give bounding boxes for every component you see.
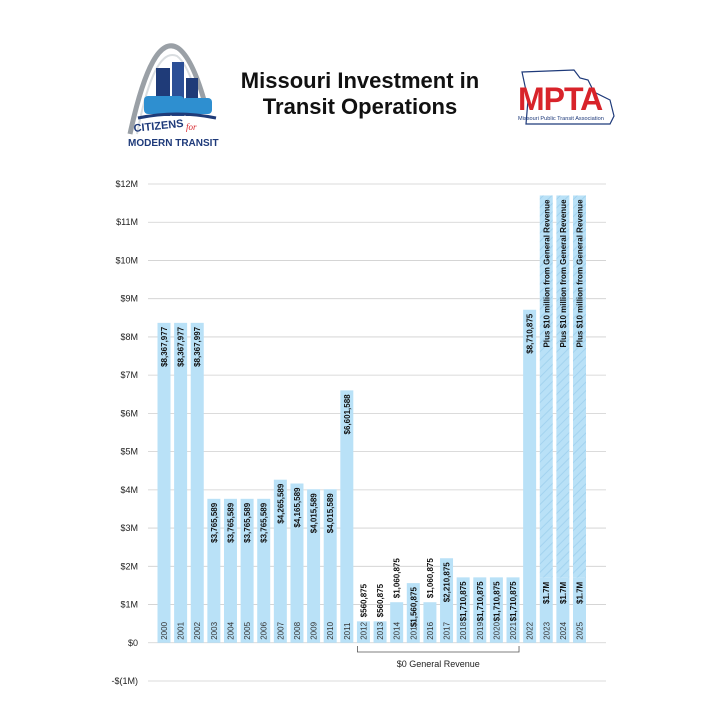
bar-2022: [523, 310, 536, 643]
bar-value-label: $4,015,589: [309, 493, 319, 534]
x-tick-label: 2017: [442, 621, 452, 640]
annotations: [357, 646, 519, 669]
y-tick-label: $1M: [120, 599, 138, 610]
mpta-name: Missouri Public Transit Association: [518, 116, 604, 122]
y-tick-label: $6M: [120, 408, 138, 419]
y-tick-label: $12M: [115, 179, 138, 189]
bar-value-label: $1,560,875: [409, 587, 419, 628]
x-tick-label: 2006: [259, 621, 269, 640]
bar-value-label: $2,210,875: [442, 562, 452, 603]
x-tick-label: 2021: [509, 621, 519, 640]
x-tick-label: 2010: [326, 621, 336, 640]
bar-value-label: $8,367,977: [160, 326, 169, 367]
x-tick-label: 2018: [459, 621, 469, 640]
bar-value-label: $8,367,977: [176, 326, 186, 367]
annotation-bracket: [357, 646, 519, 652]
bar-value-label: $1.7M: [558, 581, 568, 605]
bar-value-label: $1,060,875: [425, 558, 435, 599]
x-tick-label: 2007: [276, 621, 286, 640]
x-tick-label: 2022: [525, 621, 535, 640]
bar-value-label: $3,765,589: [259, 502, 269, 543]
bar-value-label: $8,710,875: [525, 313, 535, 354]
y-tick-label: $9M: [120, 293, 138, 304]
x-tick-label: 2023: [542, 621, 552, 640]
bar-value-label: $1,710,875: [459, 581, 469, 622]
bar-value-label: $560,875: [376, 583, 386, 618]
x-tick-label: 2003: [209, 621, 219, 640]
y-tick-label: -$(1M): [111, 676, 138, 686]
x-tick-label: 2015: [409, 621, 419, 640]
x-tick-label: 2011: [342, 622, 352, 640]
x-tick-label: 2019: [475, 621, 485, 640]
bar-2000: [158, 323, 171, 643]
bar-value-label: $1,710,875: [492, 581, 502, 622]
y-tick-label: $10M: [115, 255, 138, 266]
supplement-label: Plus $10 million from General Revenue: [558, 199, 568, 348]
bar-value-label: $8,367,997: [193, 326, 203, 367]
x-tick-label: 2008: [292, 621, 302, 640]
bar-value-label: $4,165,589: [292, 487, 302, 528]
x-tick-label: 2013: [376, 621, 386, 640]
bar-value-label: $6,601,588: [342, 394, 352, 435]
bar-value-label: $1,060,875: [392, 558, 402, 599]
bar-value-label: $3,765,589: [226, 502, 236, 543]
x-tick-label: 2000: [160, 621, 169, 640]
y-axis-ticks: [112, 179, 139, 686]
x-tick-label: 2020: [492, 621, 502, 640]
logo-left-line1: CITIZENS: [133, 117, 185, 135]
y-tick-label: $7M: [120, 370, 138, 381]
bar-2001: [174, 323, 187, 643]
bar-value-label: $4,015,589: [326, 493, 336, 534]
y-tick-label: $11M: [116, 217, 138, 228]
bar-2002: [191, 323, 204, 643]
x-tick-label: 2005: [243, 621, 253, 640]
logo-left-for: for: [186, 122, 197, 132]
bar-value-label: $4,265,589: [276, 483, 286, 524]
x-tick-label: 2001: [176, 621, 186, 640]
x-tick-label: 2014: [392, 621, 402, 640]
annotation-label: $0 General Revenue: [396, 659, 480, 669]
x-tick-label: 2025: [575, 621, 585, 640]
x-tick-label: 2012: [359, 621, 369, 640]
supplement-label: Plus $10 million from General Revenue: [575, 199, 585, 348]
x-tick-label: 2002: [193, 621, 203, 640]
y-tick-label: $3M: [120, 523, 138, 534]
chart-title: Missouri Investment in Transit Operations: [240, 68, 480, 119]
y-tick-label: $5M: [120, 446, 138, 457]
bar-value-label: $560,875: [359, 583, 369, 618]
bar-value-label: $1,710,875: [509, 581, 519, 622]
x-tick-label: 2016: [425, 621, 435, 640]
bar-value-label: $1.7M: [575, 581, 585, 605]
y-tick-label: $2M: [120, 561, 138, 572]
x-tick-label: 2024: [558, 621, 568, 640]
bar-value-label: $3,765,589: [243, 502, 253, 543]
y-tick-label: $0: [127, 637, 138, 648]
y-tick-label: $4M: [120, 484, 138, 495]
bar-value-label: $1,710,875: [475, 581, 485, 622]
logo-left-line2: MODERN TRANSIT: [128, 138, 219, 149]
x-tick-label: 2009: [309, 621, 319, 640]
supplement-label: Plus $10 million from General Revenue: [542, 199, 552, 348]
bar-value-label: $1.7M: [542, 581, 552, 605]
bar-value-label: $3,765,589: [209, 502, 219, 543]
x-tick-label: 2004: [226, 621, 236, 640]
y-tick-label: $8M: [120, 331, 138, 342]
bars: [158, 195, 587, 642]
mpta-abbr: MPTA: [518, 81, 603, 117]
